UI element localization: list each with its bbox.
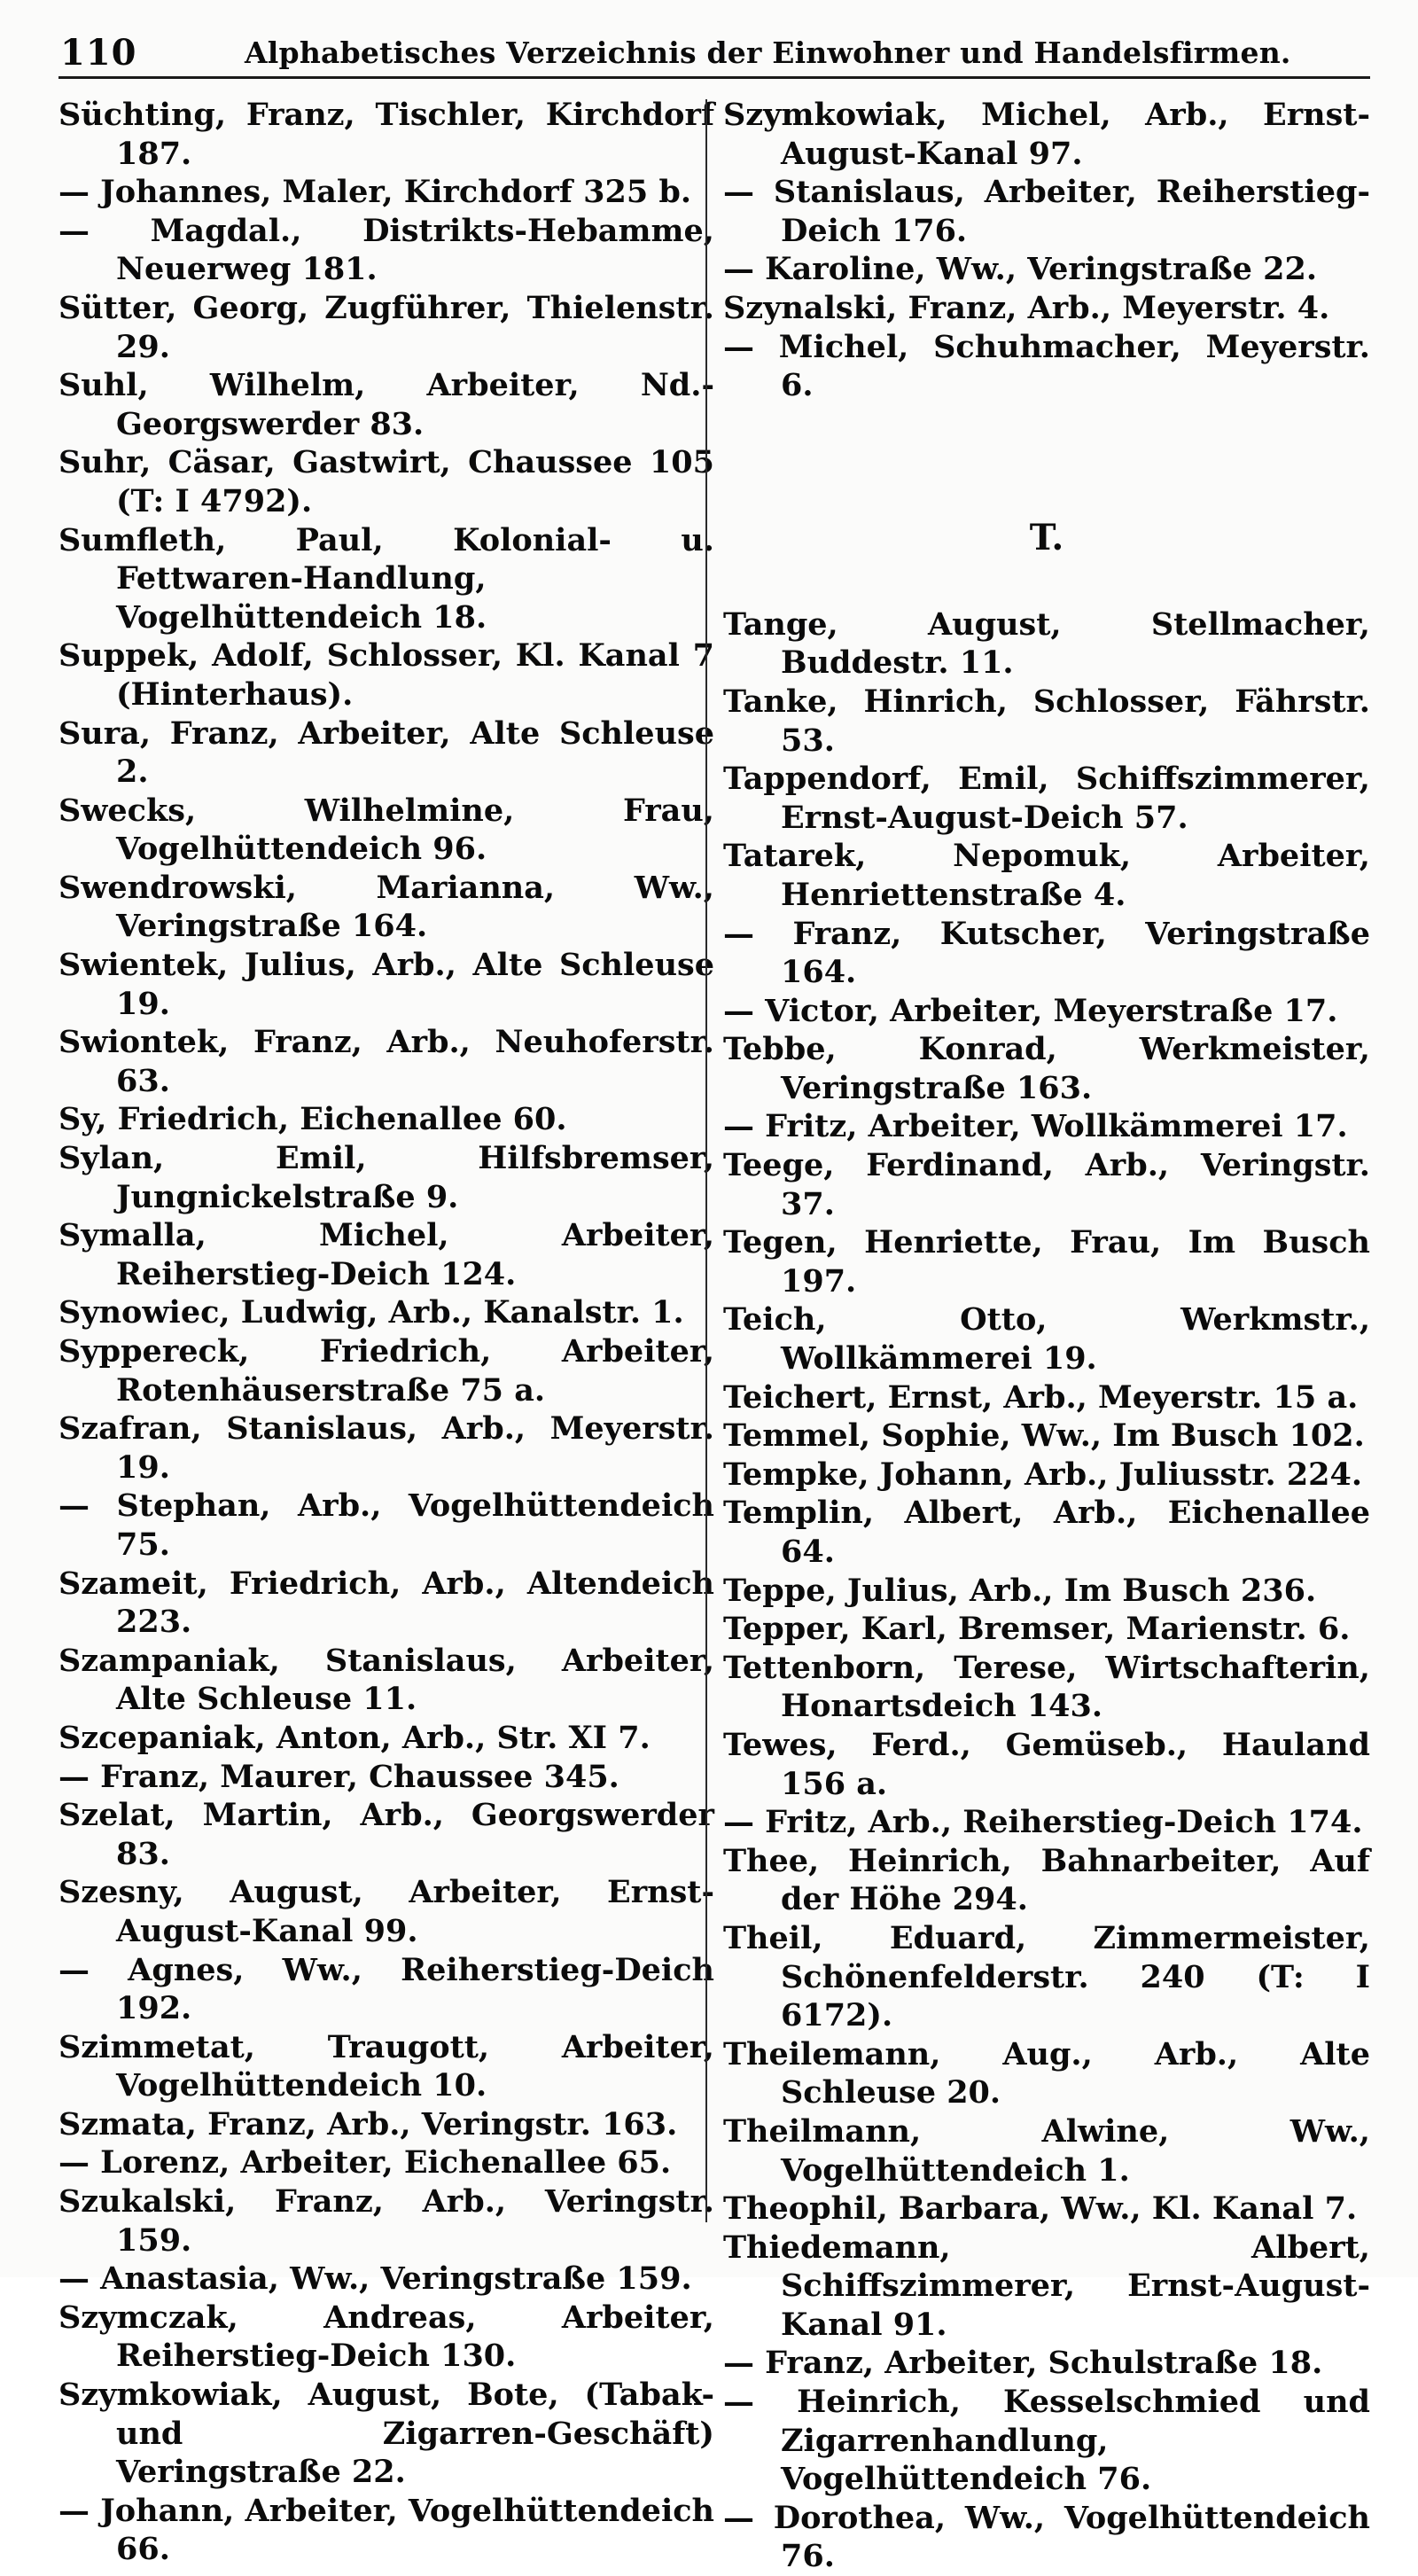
directory-entry: Szimmetat, Traugott, Arbeiter, Vogelhüttendeich 10. — [58, 2028, 714, 2104]
directory-entry: Suhl, Wilhelm, Arbeiter, Nd.-Georgswerder 83. — [58, 367, 714, 442]
directory-entry: Tebbe, Konrad, Werkmeister, Veringstraße 163. — [723, 1031, 1370, 1106]
directory-entry: — Stephan, Arb., Vogelhüttendeich 75. — [58, 1487, 714, 1563]
directory-entry: — Dorothea, Ww., Vogelhüttendeich 76. — [723, 2499, 1370, 2575]
directory-entry: Szampaniak, Stanislaus, Arbeiter, Alte Schleuse 11. — [58, 1642, 714, 1718]
directory-entry: Syppereck, Friedrich, Arbeiter, Rotenhäuserstraße 75 a. — [58, 1333, 714, 1409]
directory-entry: Sura, Franz, Arbeiter, Alte Schleuse 2. — [58, 714, 714, 791]
directory-entry: Süchting, Franz, Tischler, Kirchdorf 187. — [58, 97, 714, 172]
directory-entry: Tewes, Ferd., Gemüseb., Hauland 156 a. — [723, 1726, 1370, 1802]
directory-entry: Szymkowiak, August, Bote, (Tabak- und Zigarren-Geschäft) Veringstraße 22. — [58, 2377, 714, 2491]
directory-entry: Sylan, Emil, Hilfsbremser, Jungnickelstraße 9. — [58, 1140, 714, 1215]
directory-entry: Theilemann, Aug., Arb., Alte Schleuse 20. — [723, 2035, 1370, 2112]
directory-entry: Swiontek, Franz, Arb., Neuhoferstr. 63. — [58, 1024, 714, 1099]
page-title: Alphabetisches Verzeichnis der Einwohner und Handelsfirmen. — [245, 35, 1291, 70]
directory-entry: Sütter, Georg, Zugführer, Thielenstr. 29. — [58, 289, 714, 365]
column-divider — [705, 99, 707, 2222]
directory-entry: Tatarek, Nepomuk, Arbeiter, Henriettenstraße 4. — [723, 838, 1370, 913]
directory-entry: — Agnes, Ww., Reiherstieg-Deich 192. — [58, 1951, 714, 2027]
directory-entry: — Heinrich, Kesselschmied und Zigarrenhandlung, Vogelhüttendeich 76. — [723, 2384, 1370, 2498]
directory-entry: Szcepaniak, Anton, Arb., Str. XI 7. — [58, 1719, 651, 1756]
directory-entry: — Victor, Arbeiter, Meyerstraße 17. — [723, 992, 1338, 1029]
directory-entry: Synowiec, Ludwig, Arb., Kanalstr. 1. — [58, 1294, 684, 1331]
directory-entry: Templin, Albert, Arb., Eichenallee 64. — [723, 1495, 1370, 1570]
directory-entry: Temmel, Sophie, Ww., Im Busch 102. — [723, 1417, 1365, 1455]
directory-entry: Sumfleth, Paul, Kolonial- u. Fettwaren-Handlung, Vogelhüttendeich 18. — [58, 521, 714, 636]
directory-entry: Symalla, Michel, Arbeiter, Reiherstieg-Deich 124. — [58, 1217, 714, 1292]
directory-entry: Suppek, Adolf, Schlosser, Kl. Kanal 7 (Hinterhaus). — [58, 637, 714, 713]
directory-entry: Thiedemann, Albert, Schiffszimmerer, Ernst-August-Kanal 91. — [723, 2229, 1370, 2343]
directory-entry: — Karoline, Ww., Veringstraße 22. — [723, 251, 1318, 288]
directory-entry: Tempke, Johann, Arb., Juliusstr. 224. — [723, 1456, 1363, 1493]
directory-entry: Teppe, Julius, Arb., Im Busch 236. — [723, 1572, 1317, 1609]
directory-entry: Tegen, Henriette, Frau, Im Busch 197. — [723, 1224, 1370, 1300]
directory-entry: — Anastasia, Ww., Veringstraße 159. — [58, 2260, 692, 2298]
directory-entry: Teichert, Ernst, Arb., Meyerstr. 15 a. — [723, 1378, 1359, 1416]
directory-entry: — Johannes, Maler, Kirchdorf 325 b. — [58, 174, 692, 211]
directory-entry: — Franz, Kutscher, Veringstraße 164. — [723, 915, 1370, 991]
page-number: 110 — [60, 32, 137, 74]
directory-entry: — Franz, Maurer, Chaussee 345. — [58, 1758, 619, 1795]
directory-entry: Szesny, August, Arbeiter, Ernst-August-Kanal 99. — [58, 1874, 714, 1949]
directory-entry: Thee, Heinrich, Bahnarbeiter, Auf der Höhe 294. — [723, 1842, 1370, 1918]
directory-entry: Szelat, Martin, Arb., Georgswerder 83. — [58, 1797, 714, 1872]
section-spacer — [723, 405, 1370, 504]
directory-entry: — Lorenz, Arbeiter, Eichenallee 65. — [58, 2144, 672, 2182]
directory-entry: Szukalski, Franz, Arb., Veringstr. 159. — [58, 2183, 714, 2259]
directory-entry: Tepper, Karl, Bremser, Marienstr. 6. — [723, 1611, 1351, 1648]
running-head — [58, 23, 1370, 79]
right-column — [723, 96, 1370, 2576]
right-column-bottom — [723, 605, 1370, 2576]
directory-entry: — Fritz, Arb., Reiherstieg-Deich 174. — [723, 1804, 1363, 1841]
directory-entry: Swientek, Julius, Arb., Alte Schleuse 19. — [58, 947, 714, 1022]
directory-entry: Szymczak, Andreas, Arbeiter, Reiherstieg-Deich 130. — [58, 2299, 714, 2375]
directory-entry: Tanke, Hinrich, Schlosser, Fährstr. 53. — [723, 683, 1370, 759]
directory-entry: Sy, Friedrich, Eichenallee 60. — [58, 1101, 567, 1138]
directory-entry: Tange, August, Stellmacher, Buddestr. 11. — [723, 605, 1370, 682]
right-column-top — [723, 96, 1370, 405]
directory-entry: Suhr, Cäsar, Gastwirt, Chaussee 105 (T: I 4792). — [58, 444, 714, 519]
directory-entry: Szafran, Stanislaus, Arb., Meyerstr. 19. — [58, 1410, 714, 1486]
directory-entry: Teege, Ferdinand, Arb., Veringstr. 37. — [723, 1147, 1370, 1222]
directory-entry: Swendrowski, Marianna, Ww., Veringstraße 164. — [58, 869, 714, 945]
directory-entry: Teich, Otto, Werkmstr., Wollkämmerei 19. — [723, 1301, 1370, 1378]
left-column — [58, 96, 714, 2569]
directory-entry: Theilmann, Alwine, Ww., Vogelhüttendeich 1. — [723, 2112, 1370, 2189]
directory-entry: — Franz, Arbeiter, Schulstraße 18. — [723, 2345, 1323, 2382]
directory-entry: Theil, Eduard, Zimmermeister, Schönenfelderstr. 240 (T: I 6172). — [723, 1919, 1370, 2034]
directory-entry: Tettenborn, Terese, Wirtschafterin, Honartsdeich 143. — [723, 1649, 1370, 1725]
directory-entry: Tappendorf, Emil, Schiffszimmerer, Ernst-August-Deich 57. — [723, 761, 1370, 836]
section-letter: T. — [1029, 516, 1064, 558]
directory-entry: — Michel, Schuhmacher, Meyerstr. 6. — [723, 328, 1370, 404]
directory-entry: Szameit, Friedrich, Arb., Altendeich 223. — [58, 1565, 714, 1641]
directory-entry: — Johann, Arbeiter, Vogelhüttendeich 66. — [58, 2492, 714, 2568]
directory-entry: Swecks, Wilhelmine, Frau, Vogelhüttendeich 96. — [58, 792, 714, 868]
directory-entry: Szynalski, Franz, Arb., Meyerstr. 4. — [723, 289, 1330, 326]
directory-entry: Szmata, Franz, Arb., Veringstr. 163. — [58, 2105, 678, 2143]
directory-entry: Szymkowiak, Michel, Arb., Ernst-August-Kanal 97. — [723, 97, 1370, 172]
directory-entry: — Fritz, Arbeiter, Wollkämmerei 17. — [723, 1108, 1348, 1145]
directory-entry: — Magdal., Distrikts-Hebamme, Neuerweg 181. — [58, 212, 714, 288]
directory-entry: Theophil, Barbara, Ww., Kl. Kanal 7. — [723, 2190, 1358, 2228]
directory-entry: — Stanislaus, Arbeiter, Reiherstieg-Deich 176. — [723, 174, 1370, 249]
